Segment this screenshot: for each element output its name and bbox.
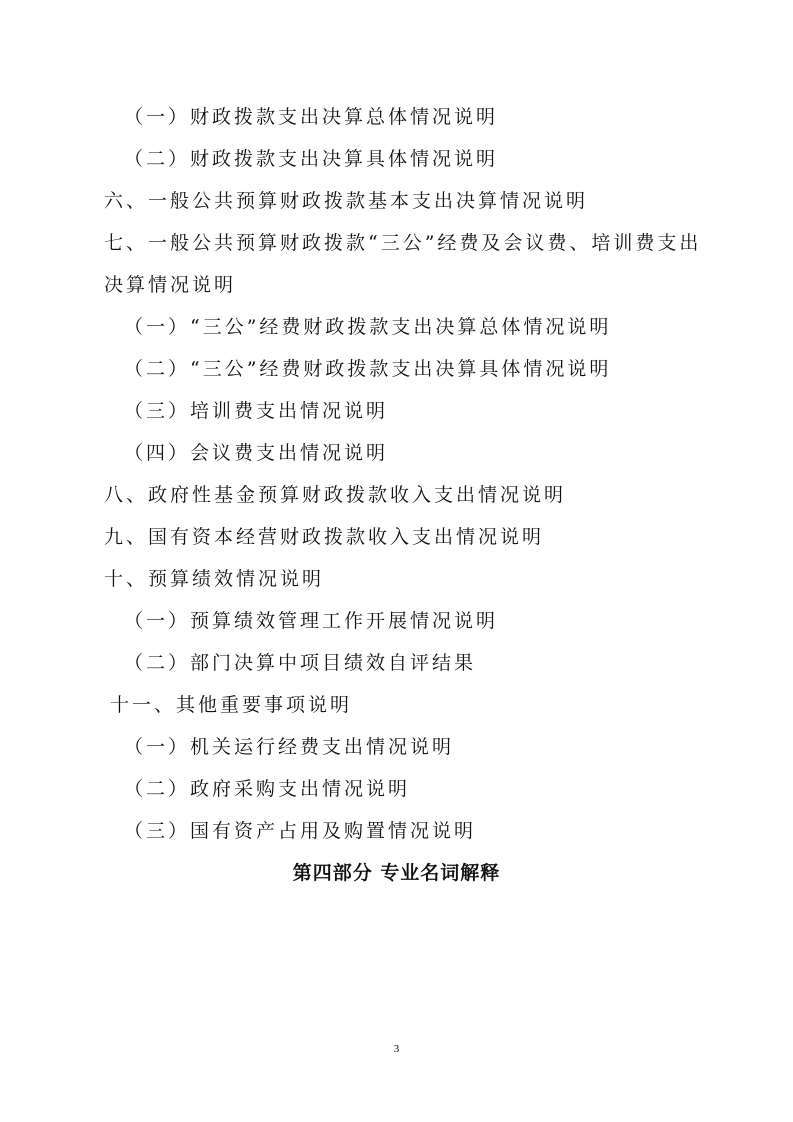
- toc-entry-11-1: （一）机关运行经费支出情况说明: [124, 736, 455, 758]
- toc-entry-10-1: （一）预算绩效管理工作开展情况说明: [124, 610, 499, 632]
- toc-entry-10-2: （二）部门决算中项目绩效自评结果: [124, 652, 477, 674]
- toc-entry-6: 六、一般公共预算财政拨款基本支出决算情况说明: [104, 190, 589, 212]
- toc-entry-11-3: （三）国有资产占用及购置情况说明: [124, 820, 477, 842]
- toc-entry-5-1: （一）财政拨款支出决算总体情况说明: [124, 106, 499, 128]
- toc-entry-7-line2: 决算情况说明: [104, 274, 237, 296]
- toc-entry-9: 九、国有资本经营财政拨款收入支出情况说明: [104, 526, 545, 548]
- part-four-heading: 第四部分 专业名词解释: [292, 862, 501, 884]
- toc-entry-11: 十一、其他重要事项说明: [110, 694, 353, 716]
- toc-entry-7-4: （四）会议费支出情况说明: [124, 442, 389, 464]
- toc-entry-11-2: （二）政府采购支出情况说明: [124, 778, 411, 800]
- toc-entry-5-2: （二）财政拨款支出决算具体情况说明: [124, 148, 499, 170]
- toc-entry-10: 十、预算绩效情况说明: [104, 568, 325, 590]
- toc-entry-7-2: （二）“三公”经费财政拨款支出决算具体情况说明: [124, 358, 612, 380]
- toc-entry-7-1: （一）“三公”经费财政拨款支出决算总体情况说明: [124, 316, 612, 338]
- toc-entry-7-3: （三）培训费支出情况说明: [124, 400, 389, 422]
- page-number: 3: [393, 1043, 400, 1055]
- toc-entry-8: 八、政府性基金预算财政拨款收入支出情况说明: [104, 484, 567, 506]
- toc-entry-7-line1: 七、一般公共预算财政拨款“三公”经费及会议费、培训费支出: [104, 232, 702, 254]
